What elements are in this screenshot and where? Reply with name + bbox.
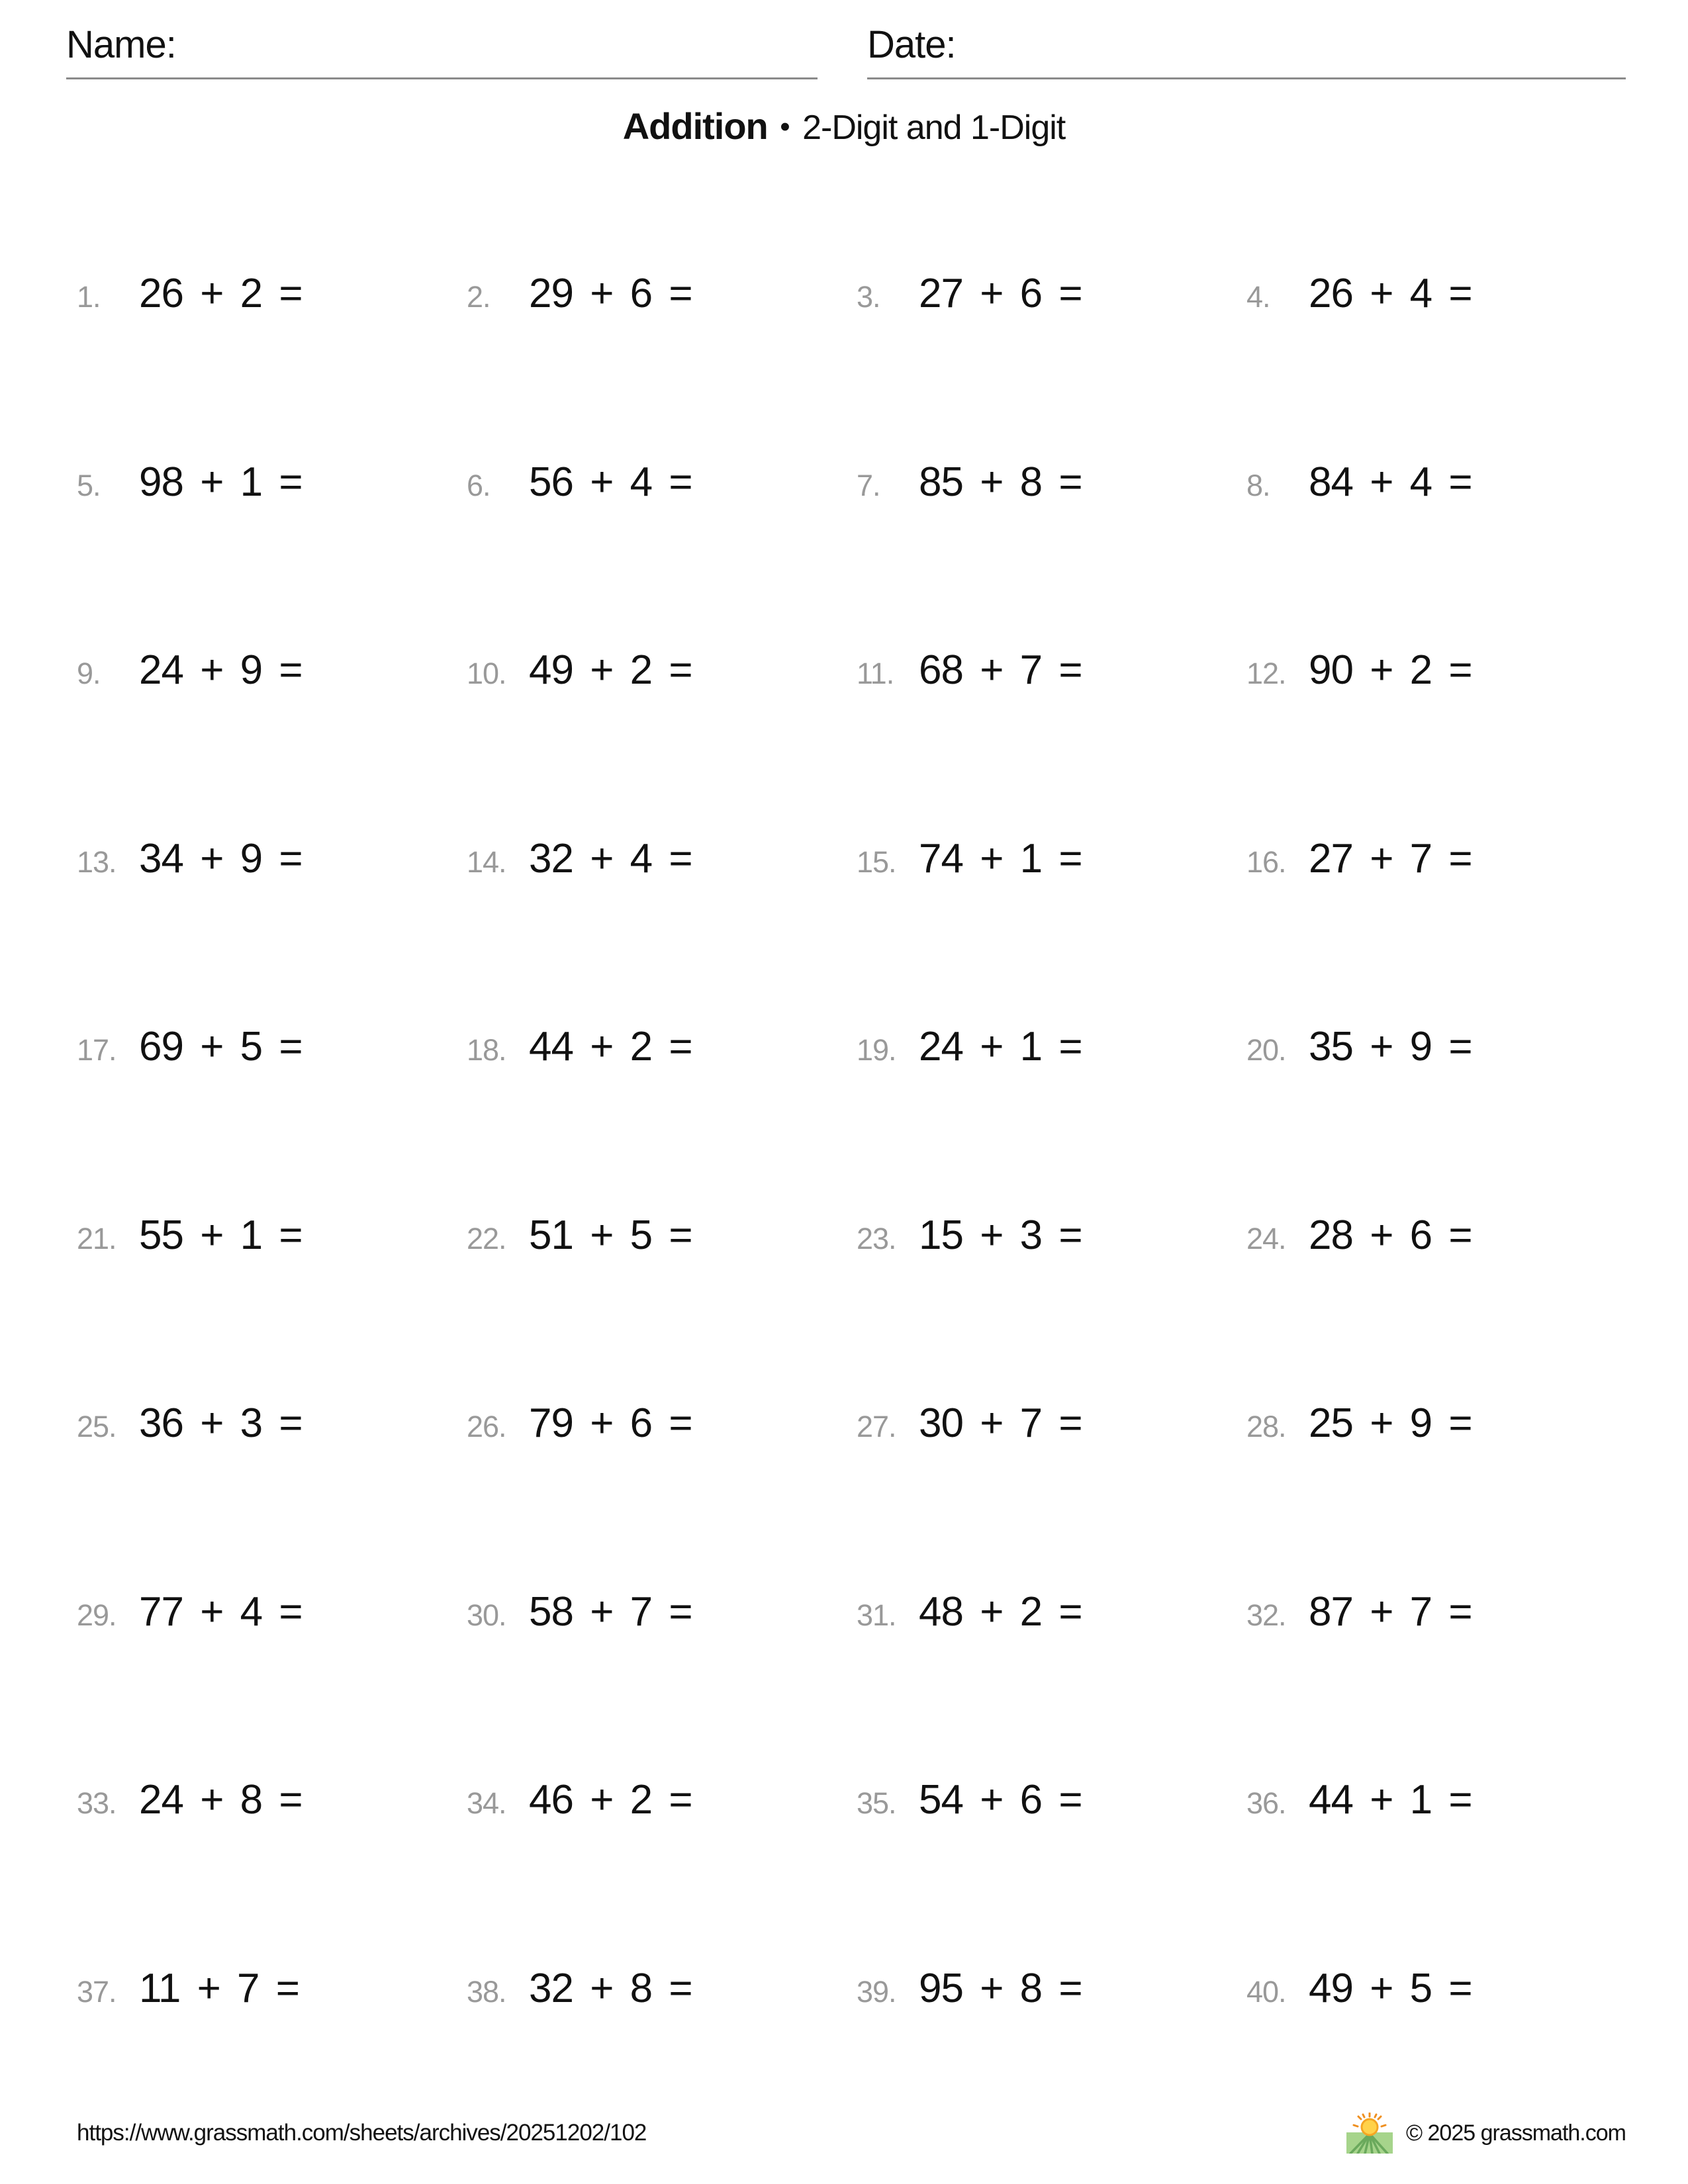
problem-expression: 48 + 2 = <box>919 1588 1082 1635</box>
problem-number: 37. <box>77 1974 117 2009</box>
problem-cell <box>467 835 857 1024</box>
problem-expression: 27 + 6 = <box>919 271 1082 316</box>
problem-cell <box>857 647 1246 835</box>
title-subtitle: 2-Digit and 1-Digit <box>802 109 1066 147</box>
problem-expression: 87 + 7 = <box>1309 1588 1472 1635</box>
problem-number: 27. <box>857 1410 896 1443</box>
problem-expression: 95 + 8 = <box>919 1965 1082 2011</box>
problem-cell <box>857 459 1246 647</box>
problem-number: 14. <box>467 844 506 879</box>
problem-cell <box>857 1588 1246 1777</box>
problem-cell <box>857 270 1246 459</box>
problem-cell <box>1246 1400 1636 1588</box>
problem-number: 15. <box>857 844 896 879</box>
name-label: Name: <box>66 23 176 66</box>
problem-number: 25. <box>77 1410 117 1443</box>
problem-cell <box>77 835 467 1024</box>
problem-number: 11. <box>857 657 894 690</box>
footer-copyright: © 2025 grassmath.com <box>1406 2120 1626 2146</box>
problem-expression: 26 + 2 = <box>139 271 303 316</box>
problem-expression: 34 + 9 = <box>139 835 303 882</box>
problem-number: 7. <box>857 468 880 502</box>
problem-cell <box>857 1023 1246 1212</box>
problem-cell <box>77 1776 467 1965</box>
problem-expression: 90 + 2 = <box>1309 647 1472 693</box>
title-main: Addition <box>622 105 768 147</box>
name-field <box>66 23 818 79</box>
problem-number: 4. <box>1246 280 1270 314</box>
footer-branding <box>1346 2113 1626 2154</box>
problem-cell <box>77 270 467 459</box>
footer <box>77 2113 1626 2154</box>
problem-cell <box>467 1023 857 1212</box>
problem-cell <box>77 459 467 647</box>
problem-expression: 69 + 5 = <box>139 1024 303 1069</box>
problem-number: 17. <box>77 1033 117 1067</box>
problem-expression: 26 + 4 = <box>1309 271 1472 316</box>
problem-number: 10. <box>467 657 506 690</box>
problem-expression: 85 + 8 = <box>919 459 1082 505</box>
problem-cell <box>467 270 857 459</box>
problem-cell <box>1246 647 1636 835</box>
problem-cell <box>1246 1776 1636 1965</box>
problem-expression: 35 + 9 = <box>1309 1024 1472 1069</box>
problem-cell <box>77 1588 467 1777</box>
problem-expression: 49 + 2 = <box>529 647 692 693</box>
problem-expression: 74 + 1 = <box>919 835 1082 882</box>
problem-expression: 46 + 2 = <box>529 1777 692 1823</box>
problem-cell <box>1246 1023 1636 1212</box>
problem-expression: 84 + 4 = <box>1309 459 1472 505</box>
problem-cell <box>1246 1212 1636 1400</box>
problem-number: 33. <box>77 1786 117 1820</box>
problem-number: 39. <box>857 1974 896 2009</box>
problem-cell <box>77 1400 467 1588</box>
title-separator-bullet: • <box>780 111 790 143</box>
problem-expression: 25 + 9 = <box>1309 1400 1472 1446</box>
problem-number: 12. <box>1246 657 1286 690</box>
header-fields <box>66 23 1626 79</box>
problem-number: 16. <box>1246 844 1286 879</box>
problem-number: 2. <box>467 280 491 314</box>
problem-number: 5. <box>77 468 101 502</box>
problem-number: 8. <box>1246 468 1270 502</box>
problem-cell <box>857 835 1246 1024</box>
problem-cell <box>467 1776 857 1965</box>
problem-cell <box>1246 459 1636 647</box>
problem-cell <box>857 1400 1246 1588</box>
problem-expression: 98 + 1 = <box>139 459 303 505</box>
problem-number: 19. <box>857 1033 896 1067</box>
problem-cell <box>467 1212 857 1400</box>
problem-number: 20. <box>1246 1033 1286 1067</box>
problem-expression: 32 + 4 = <box>529 835 692 882</box>
problem-number: 26. <box>467 1410 506 1443</box>
problem-cell <box>467 1400 857 1588</box>
date-label: Date: <box>867 23 956 66</box>
problem-expression: 54 + 6 = <box>919 1777 1082 1823</box>
problems-grid <box>77 270 1636 2153</box>
problem-number: 21. <box>77 1221 117 1255</box>
problem-expression: 56 + 4 = <box>529 459 692 505</box>
problem-expression: 11 + 7 = <box>139 1965 299 2011</box>
problem-expression: 36 + 3 = <box>139 1400 303 1446</box>
problem-expression: 29 + 6 = <box>529 271 692 316</box>
problem-expression: 27 + 7 = <box>1309 835 1472 882</box>
problem-cell <box>1246 1588 1636 1777</box>
problem-number: 1. <box>77 280 101 314</box>
problem-number: 34. <box>467 1786 506 1820</box>
problem-cell <box>1246 835 1636 1024</box>
problem-expression: 68 + 7 = <box>919 647 1082 693</box>
problem-number: 22. <box>467 1221 506 1255</box>
problem-cell <box>1246 270 1636 459</box>
problem-number: 29. <box>77 1598 117 1632</box>
problem-expression: 32 + 8 = <box>529 1965 692 2011</box>
problem-cell <box>77 1023 467 1212</box>
problem-expression: 44 + 2 = <box>529 1024 692 1069</box>
problem-cell <box>467 647 857 835</box>
problem-number: 6. <box>467 468 491 502</box>
problem-number: 18. <box>467 1033 506 1067</box>
problem-number: 38. <box>467 1974 506 2009</box>
problem-expression: 24 + 8 = <box>139 1777 303 1823</box>
page-title <box>0 105 1688 148</box>
problem-cell <box>467 1588 857 1777</box>
problem-expression: 55 + 1 = <box>139 1212 303 1258</box>
sunrise-over-field-icon <box>1346 2113 1393 2154</box>
problem-expression: 24 + 1 = <box>919 1024 1082 1069</box>
problem-number: 31. <box>857 1598 896 1632</box>
problem-number: 28. <box>1246 1410 1286 1443</box>
problem-cell <box>467 459 857 647</box>
problem-expression: 79 + 6 = <box>529 1400 692 1446</box>
problem-number: 9. <box>77 657 101 690</box>
problem-expression: 30 + 7 = <box>919 1400 1082 1446</box>
problem-expression: 28 + 6 = <box>1309 1212 1472 1258</box>
problem-cell <box>857 1776 1246 1965</box>
problem-expression: 44 + 1 = <box>1309 1777 1472 1823</box>
problem-number: 30. <box>467 1598 506 1632</box>
problem-expression: 58 + 7 = <box>529 1588 692 1635</box>
problem-expression: 77 + 4 = <box>139 1588 303 1635</box>
problem-number: 40. <box>1246 1974 1286 2009</box>
footer-url: https://www.grassmath.com/sheets/archives/20251202/102 <box>77 2120 647 2146</box>
date-field <box>867 23 1626 79</box>
problem-expression: 49 + 5 = <box>1309 1965 1472 2011</box>
problem-number: 35. <box>857 1786 896 1820</box>
problem-cell <box>77 647 467 835</box>
problem-number: 32. <box>1246 1598 1286 1632</box>
problem-number: 24. <box>1246 1221 1286 1255</box>
problem-expression: 15 + 3 = <box>919 1212 1082 1258</box>
problem-cell <box>77 1212 467 1400</box>
problem-number: 3. <box>857 280 880 314</box>
problem-number: 23. <box>857 1221 896 1255</box>
problem-expression: 24 + 9 = <box>139 647 303 693</box>
problem-number: 13. <box>77 844 117 879</box>
problem-expression: 51 + 5 = <box>529 1212 692 1258</box>
problem-number: 36. <box>1246 1786 1286 1820</box>
problem-cell <box>857 1212 1246 1400</box>
